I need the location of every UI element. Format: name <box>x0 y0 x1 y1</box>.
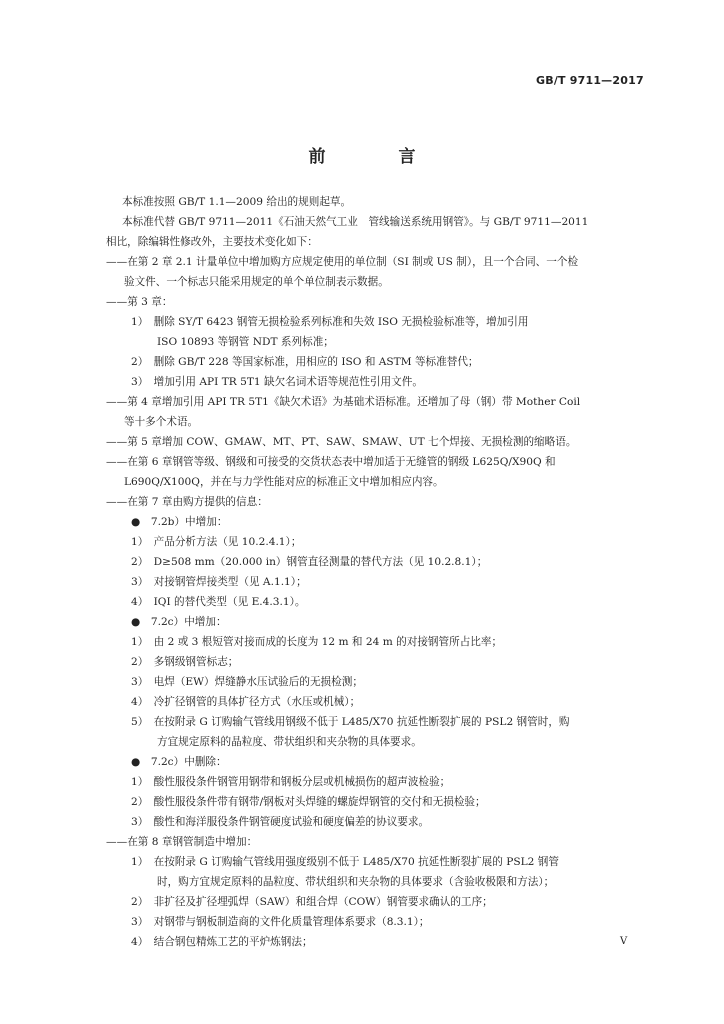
text-line: 相比，除编辑性修改外，主要技术变化如下： <box>106 236 318 248</box>
text-line: 2） 非扩径及扩径埋弧焊（SAW）和组合焊（COW）钢管要求确认的工序； <box>131 896 493 908</box>
page-title: 前 言 <box>308 147 444 167</box>
text-line: ——第 3 章： <box>106 296 173 308</box>
text-line: 4） 结合钢包精炼工艺的平炉炼钢法； <box>131 936 313 948</box>
text-line: 3） 电焊（EW）焊缝静水压试验后的无损检测； <box>131 676 363 688</box>
text-line: 3） 对接钢管焊接类型（见 A.1.1）； <box>131 576 307 588</box>
page-number: V <box>620 936 628 947</box>
text-line: 方宜规定原料的晶粒度、带状组织和夹杂物的具体要求。 <box>157 736 422 748</box>
standard-code-header: GB/T 9711—2017 <box>536 74 644 87</box>
text-line: 本标准代替 GB/T 9711—2011《石油天然气工业 管线输送系统用钢管》。与 GB/T 9711—2011 <box>122 216 589 228</box>
text-line: 时，购方宜规定原料的晶粒度、带状组织和夹杂物的具体要求（含验收极限和方法）； <box>157 876 555 888</box>
text-line: ——第 5 章增加 COW、GMAW、MT、PT、SAW、SMAW、UT 七个焊接、无损检测的缩略语。 <box>106 436 577 448</box>
text-line: 1） 酸性服役条件钢管用钢带和钢板分层或机械损伤的超声波检验； <box>131 776 451 788</box>
text-line: 3） 增加引用 API TR 5T1 缺欠名词术语等规范性引用文件。 <box>131 376 423 388</box>
text-line: ——在第 6 章钢管等级、钢级和可接受的交货状态表中增加适于无缝管的钢级 L625Q/X90Q 和 <box>106 456 556 468</box>
text-line: 4） 冷扩径钢管的具体扩径方式（水压或机械）； <box>131 696 361 708</box>
text-line: 2） 删除 GB/T 228 等国家标准，用相应的 ISO 和 ASTM 等标准替代； <box>131 356 479 368</box>
text-line: ——在第 2 章 2.1 计量单位中增加购方应规定使用的单位制（SI 制或 US 制），且一个合同、一个检 <box>106 256 579 268</box>
text-line: 2） 酸性服役条件带有钢带/钢板对头焊缝的螺旋焊钢管的交付和无损检验； <box>131 796 486 808</box>
text-line: 3） 对钢带与钢板制造商的文件化质量管理体系要求（8.3.1）； <box>131 916 430 928</box>
text-line: 2） D≥508 mm（20.000 in）钢管直径测量的替代方法（见 10.2.8.1）； <box>131 556 488 568</box>
text-line: ——在第 8 章钢管制造中增加： <box>106 836 258 848</box>
text-line: 2） 多钢级钢管标志； <box>131 656 239 668</box>
text-line: 5） 在按附录 G 订购输气管线用钢级不低于 L485/X70 抗延性断裂扩展的 PSL2 钢管时，购 <box>131 716 570 728</box>
text-line: 1） 删除 SY/T 6423 钢管无损检验系列标准和失效 ISO 无损检验标准等，增加引用 <box>131 316 529 328</box>
text-line: 验文件、一个标志只能采用规定的单个单位制表示数据。 <box>124 276 389 288</box>
text-line: ● 7.2c）中删除： <box>131 756 227 768</box>
text-line: 等十多个术语。 <box>124 416 199 428</box>
text-line: ● 7.2c）中增加： <box>131 616 227 628</box>
text-line: ——在第 7 章由购方提供的信息： <box>106 496 268 508</box>
text-line: 3） 酸性和海洋服役条件钢管硬度试验和硬度偏差的协议要求。 <box>131 816 430 828</box>
text-line: 4） IQI 的替代类型（见 E.4.3.1）。 <box>131 596 306 608</box>
text-line: 1） 产品分析方法（见 10.2.4.1）； <box>131 536 302 548</box>
text-line: 本标准按照 GB/T 1.1—2009 给出的规则起草。 <box>122 196 352 208</box>
text-line: 1） 由 2 或 3 根短管对接而成的长度为 12 m 和 24 m 的对接钢管所占比率； <box>131 636 503 648</box>
text-line: ISO 10893 等钢管 NDT 系列标准； <box>157 336 334 348</box>
text-line: ● 7.2b）中增加： <box>131 516 228 528</box>
text-line: ——第 4 章增加引用 API TR 5T1《缺欠术语》为基础术语标准。还增加了母（钢）带 Mother Coil <box>106 396 581 408</box>
text-line: 1） 在按附录 G 订购输气管线用强度级别不低于 L485/X70 抗延性断裂扩展的 PSL2 钢管 <box>131 856 559 868</box>
text-line: L690Q/X100Q，并在与力学性能对应的标准正文中增加相应内容。 <box>124 476 444 488</box>
